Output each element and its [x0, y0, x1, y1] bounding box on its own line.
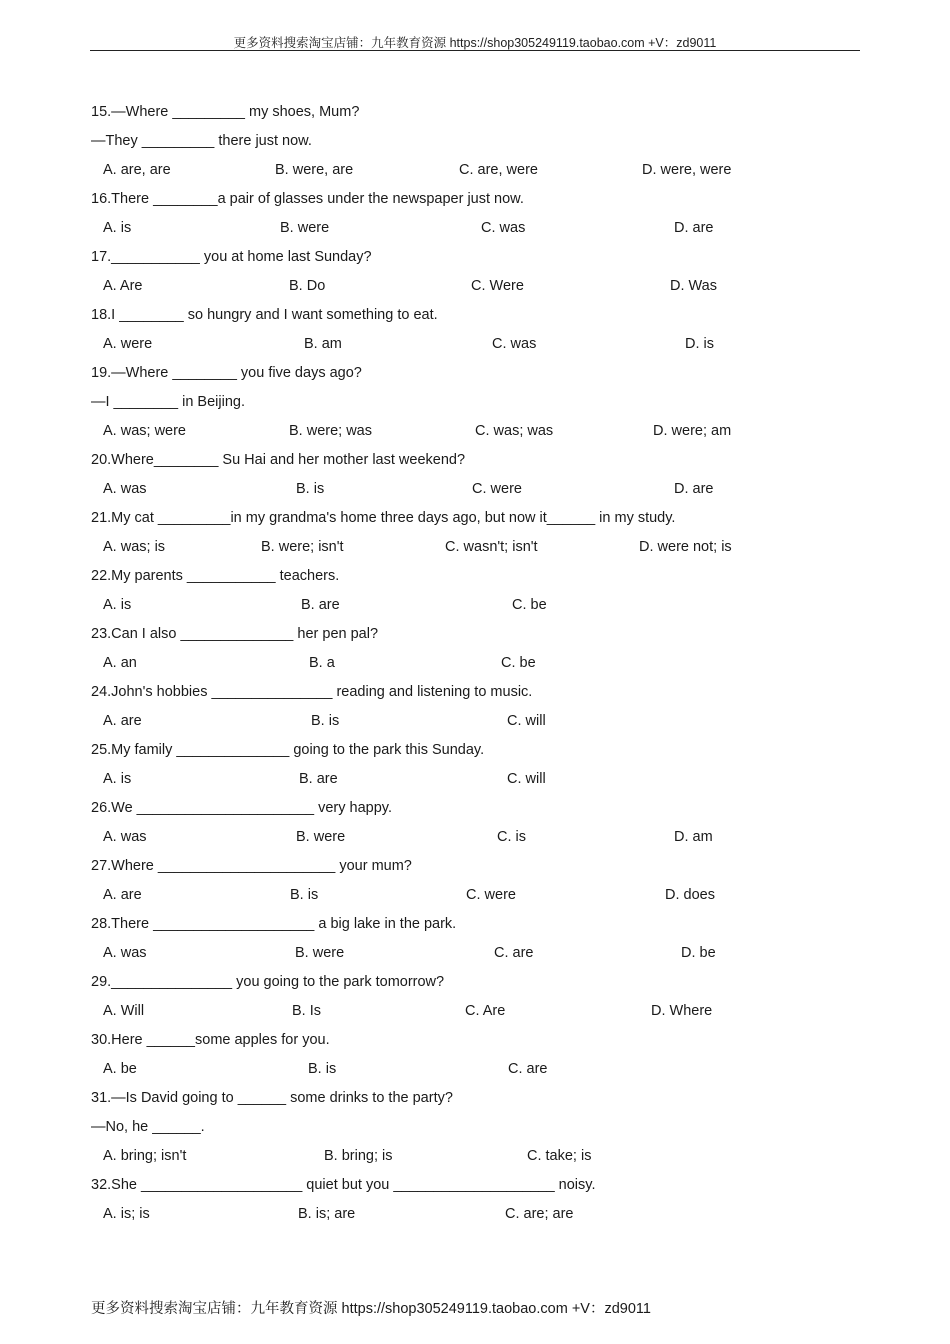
answer-option: B. were: [296, 829, 346, 845]
question-block: [91, 504, 871, 562]
answer-option: A. is: [103, 771, 132, 787]
answer-option: D. be: [681, 945, 716, 961]
answer-option: A. are, are: [103, 162, 171, 178]
answer-option: C. Were: [471, 278, 524, 294]
page-footer: 更多资料搜索淘宝店铺：九年教育资源 https://shop305249119.taobao.com +V：zd9011: [91, 1301, 651, 1317]
answer-option: A. an: [103, 655, 137, 671]
answer-option: D. am: [674, 829, 713, 845]
answer-option: C. were: [466, 887, 516, 903]
question-stem: 15.—Where _________ my shoes, Mum?: [91, 104, 360, 120]
answer-option: B. Is: [292, 1003, 322, 1019]
answer-option: D. are: [674, 481, 714, 497]
question-block: [91, 794, 871, 852]
question-block: [91, 446, 871, 504]
question-stem: 20.Where________ Su Hai and her mother last weekend?: [91, 452, 466, 468]
question-block: [91, 736, 871, 794]
question-block: [91, 852, 871, 910]
question-list: [91, 98, 871, 1229]
options-row: [91, 1055, 871, 1084]
answer-option: C. was; was: [475, 423, 554, 439]
answer-option: A. was; were: [103, 423, 186, 439]
answer-option: A. are: [103, 887, 142, 903]
answer-option: A. be: [103, 1061, 137, 1077]
answer-option: A. Will: [103, 1003, 145, 1019]
question-block: [91, 678, 871, 736]
question-stem: 28.There ____________________ a big lake in the park.: [91, 916, 457, 932]
options-row: [91, 330, 871, 359]
question-stem: 32.She ____________________ quiet but you ____________________ noisy.: [91, 1177, 596, 1193]
answer-option: B. were; was: [289, 423, 372, 439]
question-stem: 19.—Where ________ you five days ago?: [91, 365, 362, 381]
answer-option: C. was: [481, 220, 526, 236]
answer-option: C. take; is: [527, 1148, 592, 1164]
answer-option: A. is: [103, 220, 132, 236]
answer-option: B. is; are: [298, 1206, 356, 1222]
answer-option: B. are: [301, 597, 340, 613]
options-row: [91, 156, 871, 185]
options-row: [91, 591, 871, 620]
answer-option: B. were, are: [275, 162, 354, 178]
answer-option: B. were; isn't: [261, 539, 344, 555]
answer-option: C. are: [508, 1061, 548, 1077]
answer-option: A. are: [103, 713, 142, 729]
answer-option: A. bring; isn't: [103, 1148, 187, 1164]
answer-option: C. was: [492, 336, 537, 352]
answer-option: A. Are: [103, 278, 143, 294]
question-stem: 16.There ________a pair of glasses under the newspaper just now.: [91, 191, 524, 207]
question-stem: 22.My parents ___________ teachers.: [91, 568, 340, 584]
question-block: [91, 1084, 871, 1171]
question-stem: 29._______________ you going to the park tomorrow?: [91, 974, 445, 990]
answer-option: A. was: [103, 829, 147, 845]
question-block: [91, 1026, 871, 1084]
answer-option: B. were: [295, 945, 345, 961]
answer-option: C. is: [497, 829, 526, 845]
question-stem: 31.—Is David going to ______ some drinks to the party?: [91, 1090, 453, 1106]
answer-option: D. Where: [651, 1003, 713, 1019]
options-row: [91, 881, 871, 910]
answer-option: D. Was: [670, 278, 717, 294]
answer-option: B. a: [309, 655, 335, 671]
page-header: 更多资料搜索淘宝店铺：九年教育资源 https://shop305249119.taobao.com +V：zd9011: [233, 36, 717, 50]
options-row: [91, 475, 871, 504]
question-block: [91, 562, 871, 620]
answer-option: B. is: [308, 1061, 337, 1077]
answer-option: B. is: [311, 713, 340, 729]
question-block: [91, 910, 871, 968]
answer-option: B. is: [290, 887, 319, 903]
answer-option: C. were: [472, 481, 522, 497]
options-row: [91, 939, 871, 968]
options-row: [91, 272, 871, 301]
options-row: [91, 997, 871, 1026]
options-row: [91, 1200, 871, 1229]
question-block: [91, 98, 871, 185]
question-stem: 26.We ______________________ very happy.: [91, 800, 392, 816]
answer-option: B. were: [280, 220, 330, 236]
options-row: [91, 765, 871, 794]
options-row: [91, 214, 871, 243]
answer-option: C. are: [494, 945, 534, 961]
answer-option: C. be: [501, 655, 536, 671]
answer-option: D. are: [674, 220, 714, 236]
answer-option: B. is: [296, 481, 325, 497]
question-reply: —They _________ there just now.: [91, 133, 312, 149]
answer-option: B. Do: [289, 278, 326, 294]
answer-option: D. were, were: [642, 162, 732, 178]
answer-option: B. am: [304, 336, 342, 352]
answer-option: B. are: [299, 771, 338, 787]
question-reply: —No, he ______.: [91, 1119, 205, 1135]
question-stem: 30.Here ______some apples for you.: [91, 1032, 330, 1048]
question-block: [91, 359, 871, 446]
question-block: [91, 620, 871, 678]
answer-option: A. were: [103, 336, 153, 352]
question-stem: 24.John's hobbies _______________ reading and listening to music.: [91, 684, 533, 700]
answer-option: A. was: [103, 481, 147, 497]
options-row: [91, 649, 871, 678]
header-divider: [90, 50, 860, 51]
answer-option: C. wasn't; isn't: [445, 539, 538, 555]
answer-option: A. was: [103, 945, 147, 961]
answer-option: C. will: [507, 771, 546, 787]
answer-option: C. are; are: [505, 1206, 574, 1222]
options-row: [91, 707, 871, 736]
answer-option: A. is: [103, 597, 132, 613]
options-row: [91, 823, 871, 852]
question-block: [91, 243, 871, 301]
question-block: [91, 1171, 871, 1229]
answer-option: A. is; is: [103, 1206, 150, 1222]
answer-option: B. bring; is: [324, 1148, 393, 1164]
question-stem: 23.Can I also ______________ her pen pal?: [91, 626, 379, 642]
question-block: [91, 968, 871, 1026]
answer-option: C. will: [507, 713, 546, 729]
answer-option: A. was; is: [103, 539, 166, 555]
question-stem: 17.___________ you at home last Sunday?: [91, 249, 372, 265]
answer-option: D. were; am: [653, 423, 732, 439]
question-stem: 21.My cat _________in my grandma's home three days ago, but now it______ in my study.: [91, 510, 676, 526]
answer-option: C. Are: [465, 1003, 506, 1019]
question-block: [91, 301, 871, 359]
answer-option: D. does: [665, 887, 715, 903]
question-stem: 25.My family ______________ going to the park this Sunday.: [91, 742, 485, 758]
answer-option: C. be: [512, 597, 547, 613]
answer-option: D. were not; is: [639, 539, 732, 555]
question-stem: 27.Where ______________________ your mum?: [91, 858, 412, 874]
options-row: [91, 417, 871, 446]
question-reply: —I ________ in Beijing.: [91, 394, 245, 410]
answer-option: C. are, were: [459, 162, 538, 178]
options-row: [91, 533, 871, 562]
options-row: [91, 1142, 871, 1171]
answer-option: D. is: [685, 336, 714, 352]
question-block: [91, 185, 871, 243]
question-stem: 18.I ________ so hungry and I want something to eat.: [91, 307, 438, 323]
